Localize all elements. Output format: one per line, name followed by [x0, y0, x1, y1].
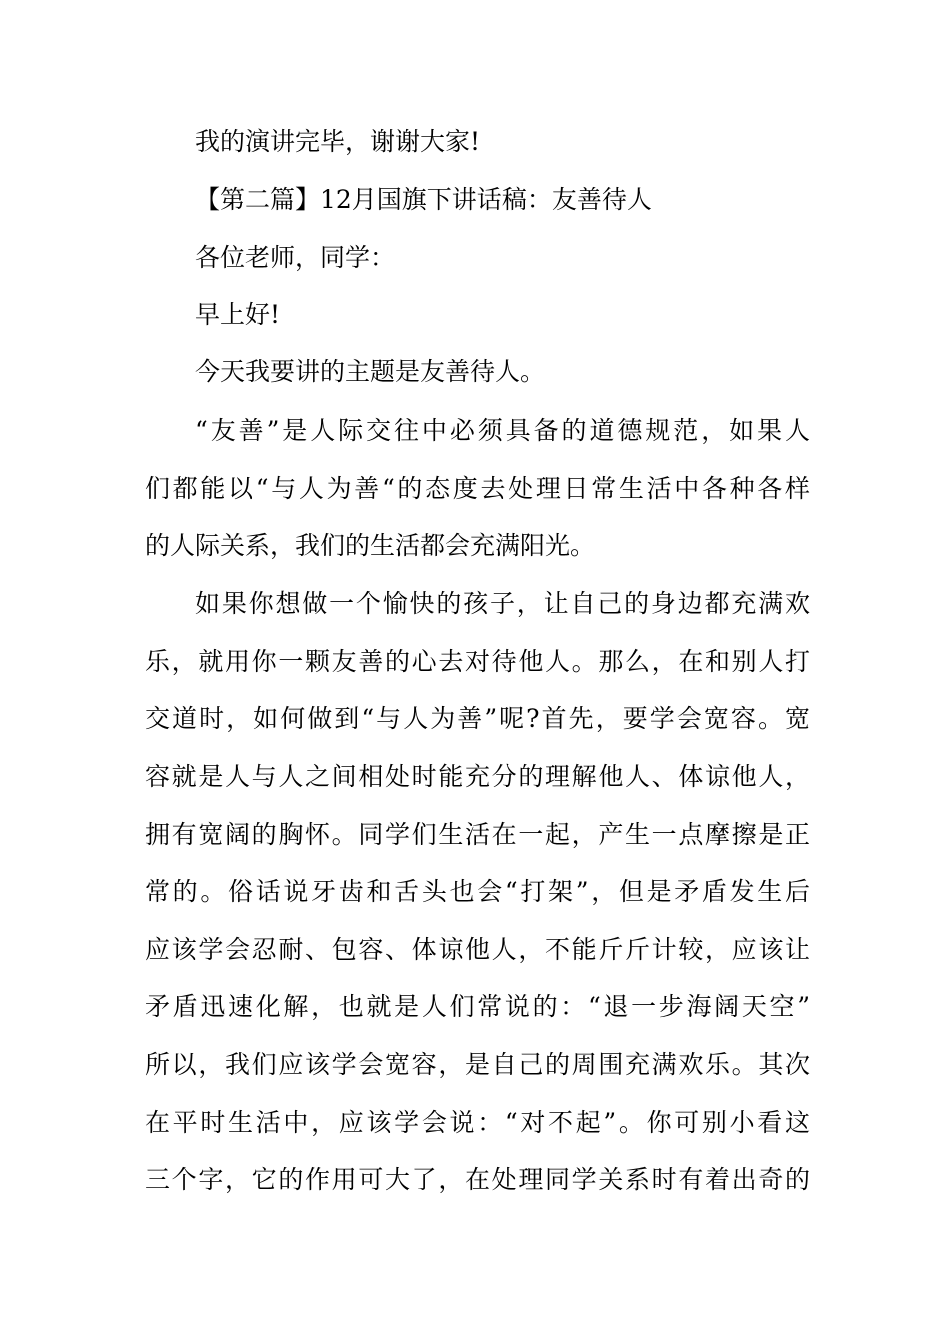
paragraph-line: 们都能以“与人为善“的态度去处理日常生活中各种各样 — [145, 474, 810, 503]
paragraph-line: 的人际关系，我们的生活都会充满阳光。 — [145, 531, 596, 560]
closing-line: 我的演讲完毕，谢谢大家! — [195, 127, 481, 156]
paragraph-line: “友善”是人际交往中必须具备的道德规范，如果人 — [195, 416, 810, 445]
paragraph-line: 交道时，如何做到“与人为善”呢?首先，要学会宽容。宽 — [145, 704, 810, 733]
paragraph-line: 容就是人与人之间相处时能充分的理解他人、体谅他人， — [145, 762, 810, 791]
greeting: 早上好! — [195, 300, 281, 329]
paragraph-line: 在平时生活中，应该学会说：“对不起”。你可别小看这 — [145, 1108, 810, 1137]
paragraph-line: 如果你想做一个愉快的孩子，让自己的身边都充满欢 — [195, 589, 810, 618]
paragraph-line: 矛盾迅速化解，也就是人们常说的：“退一步海阔天空” — [145, 992, 810, 1021]
paragraph-line: 三个字，它的作用可大了，在处理同学关系时有着出奇的 — [145, 1165, 810, 1194]
paragraph-line: 乐，就用你一颗友善的心去对待他人。那么，在和别人打 — [145, 647, 810, 676]
paragraph-line: 常的。俗话说牙齿和舌头也会“打架”，但是矛盾发生后 — [145, 877, 810, 906]
paragraph-line: 拥有宽阔的胸怀。同学们生活在一起，产生一点摩擦是正 — [145, 820, 810, 849]
salutation: 各位老师，同学： — [195, 243, 396, 272]
topic-line: 今天我要讲的主题是友善待人。 — [195, 357, 546, 386]
paragraph-line: 应该学会忍耐、包容、体谅他人，不能斤斤计较，应该让 — [145, 935, 810, 964]
paragraph-line: 所以，我们应该学会宽容，是自己的周围充满欢乐。其次 — [145, 1050, 810, 1079]
section-heading: 【第二篇】12月国旗下讲话稿：友善待人 — [195, 185, 652, 214]
